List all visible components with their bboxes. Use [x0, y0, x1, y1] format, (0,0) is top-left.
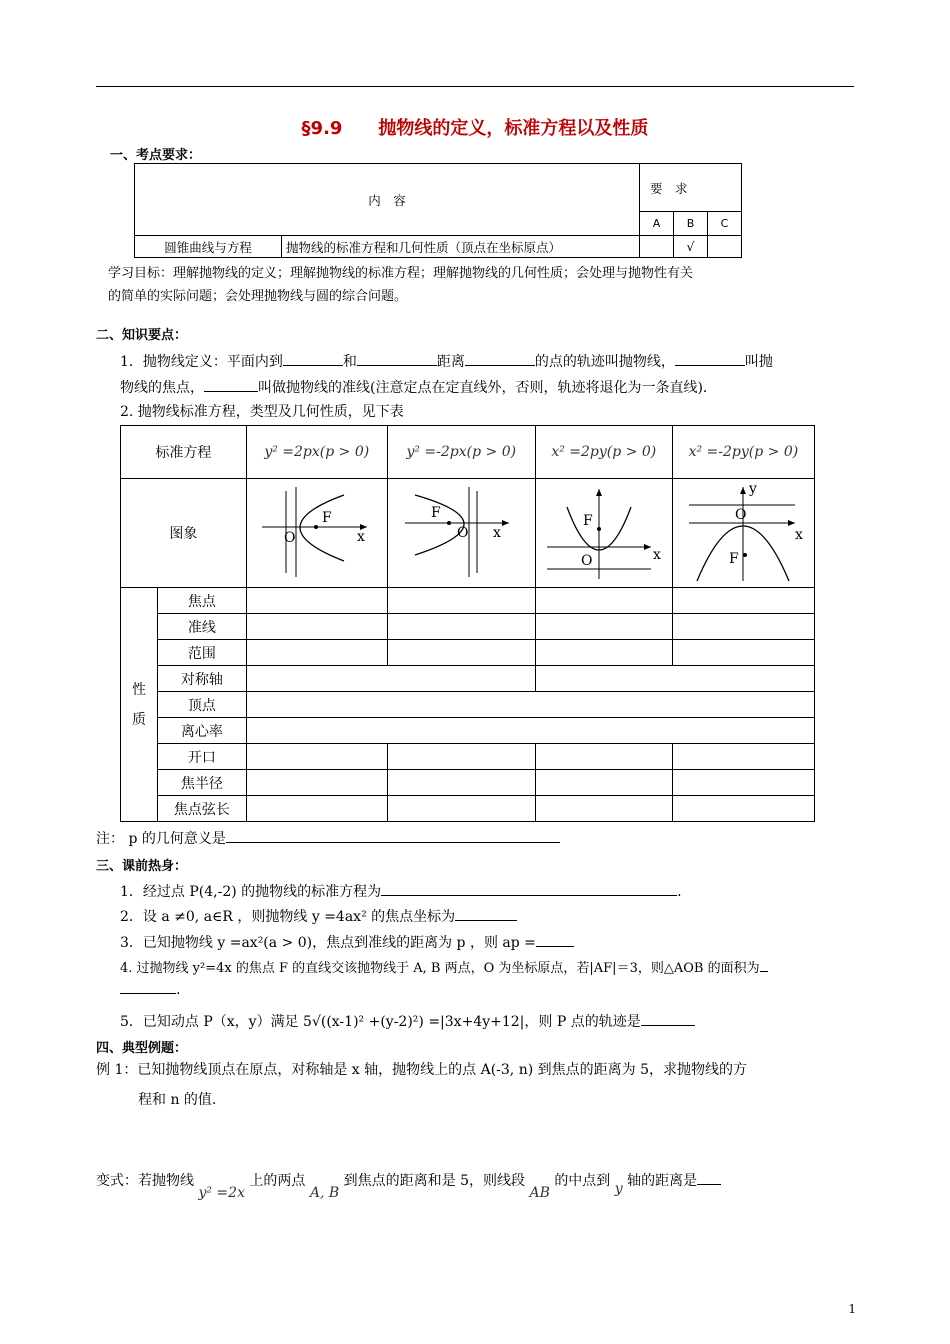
x-axis-label: x	[356, 529, 365, 545]
cell-directrix-4[interactable]	[672, 614, 814, 640]
item1-line1	[120, 351, 773, 372]
q2-line	[120, 906, 517, 927]
group-label-char1: 性	[132, 681, 146, 698]
focus-point	[447, 521, 451, 525]
q4-line2	[120, 979, 180, 1000]
focus-point	[597, 527, 601, 531]
sec1-heading: 一、考点要求：	[110, 148, 202, 163]
blank-variant[interactable]	[697, 1170, 721, 1185]
variant-b: 上的两点	[249, 1173, 306, 1189]
row-label-graph: 图象	[121, 479, 247, 588]
cell-directrix-1[interactable]	[246, 614, 387, 640]
x-arrow	[502, 520, 509, 526]
q5-line	[120, 1011, 695, 1032]
cell-opening-2[interactable]	[387, 744, 535, 770]
q5-text: 5．已知动点 P（x，y）满足 5√((x-1)² +(y-2)²) =|3x+4y+12|，则 P 点的轨迹是	[120, 1014, 641, 1030]
blank-q4-a[interactable]	[760, 957, 768, 972]
focus-point	[743, 553, 747, 557]
cell-eccentricity[interactable]	[246, 718, 814, 744]
prop-focal-chord: 焦点弦长	[158, 796, 247, 822]
variant-c: 到焦点的距离和是 5，则线段	[343, 1173, 525, 1189]
req-require-label: 要 求	[640, 164, 742, 212]
focus-label: F	[431, 505, 441, 521]
graph-down-opening	[672, 479, 814, 588]
item1-c: 距离	[436, 354, 465, 370]
sec2-heading: 二、知识要点：	[96, 328, 188, 343]
q4-line	[120, 957, 768, 979]
equation-down: x² =-2py(p > 0)	[672, 426, 814, 479]
q2-text: 2．设 a ≠0, a∈R ，则抛物线 y =4ax² 的焦点坐标为	[120, 909, 456, 925]
graph-left-opening	[387, 479, 535, 588]
prop-symmetry-axis: 对称轴	[158, 666, 247, 692]
requirement-table	[134, 163, 742, 258]
parabola-up-graph	[539, 481, 669, 581]
cell-chord-3[interactable]	[535, 796, 672, 822]
req-level-c: C	[708, 212, 742, 236]
blank-focus[interactable]	[675, 351, 745, 366]
focus-point	[314, 525, 318, 529]
item2: 2. 抛物线标准方程，类型及几何性质，见下表	[120, 404, 404, 420]
cell-chord-2[interactable]	[387, 796, 535, 822]
example1-line2: 程和 n 的值.	[138, 1092, 217, 1108]
focus-label: F	[321, 510, 332, 526]
group-label-char2: 质	[132, 711, 146, 728]
cell-focus-1[interactable]	[246, 588, 387, 614]
q1-end: .	[677, 884, 682, 900]
blank-p-meaning[interactable]	[226, 828, 560, 843]
example1-line1: 例 1：已知抛物线顶点在原点，对称轴是 x 轴，抛物线上的点 A(-3, n) 到焦点的距离为 5，求抛物线的方	[96, 1062, 747, 1078]
variant-y: y	[614, 1181, 623, 1197]
item1-a: 1．抛物线定义：平面内到	[120, 354, 283, 370]
item1-e: 叫抛	[744, 354, 773, 370]
blank-q5[interactable]	[641, 1011, 695, 1026]
q1-line	[120, 881, 682, 902]
req-level-b: B	[674, 212, 708, 236]
equation-right: y² =2px(p > 0)	[246, 426, 387, 479]
origin-label: O	[283, 530, 296, 546]
note-line	[96, 828, 560, 849]
cell-range-4[interactable]	[672, 640, 814, 666]
cell-directrix-2[interactable]	[387, 614, 535, 640]
row-label-standard-equation: 标准方程	[121, 426, 247, 479]
cell-range-2[interactable]	[387, 640, 535, 666]
learning-goal-line1: 学习目标：理解抛物线的定义；理解抛物线的标准方程；理解抛物线的几何性质；会处理与抛物性有关	[108, 266, 694, 281]
x-arrow	[788, 520, 795, 526]
cell-range-1[interactable]	[246, 640, 387, 666]
blank-directrix[interactable]	[204, 377, 258, 392]
q4-text: 4. 过抛物线 y²=4x 的焦点 F 的直线交该抛物线于 A, B 两点，O 为坐标原点，若|AF|＝3，则△AOB 的面积为	[120, 961, 760, 976]
cell-opening-4[interactable]	[672, 744, 814, 770]
prop-vertex: 顶点	[158, 692, 247, 718]
parabola-curve	[300, 495, 344, 561]
cell-focus-4[interactable]	[672, 588, 814, 614]
origin-label: O	[580, 553, 593, 569]
blank-q1[interactable]	[381, 881, 677, 896]
variant-points: A, B	[309, 1185, 340, 1201]
cell-range-3[interactable]	[535, 640, 672, 666]
req-topic: 圆锥曲线与方程	[135, 236, 282, 258]
header-rule	[96, 86, 854, 87]
req-item: 抛物线的标准方程和几何性质（顶点在坐标原点）	[282, 236, 640, 258]
x-axis-label: x	[493, 525, 502, 541]
page-number: 1	[848, 1302, 856, 1316]
origin-label: O	[735, 507, 747, 523]
cell-chord-1[interactable]	[246, 796, 387, 822]
cell-vertex[interactable]	[246, 692, 814, 718]
equation-up: x² =2py(p > 0)	[535, 426, 672, 479]
x-axis-label: x	[795, 527, 804, 543]
y-arrow	[740, 487, 746, 494]
variant-equation: y² =2x	[198, 1185, 245, 1201]
prop-opening: 开口	[158, 744, 247, 770]
prop-directrix: 准线	[158, 614, 247, 640]
q3-text: 3．已知抛物线 y =ax²(a > 0)，焦点到准线的距离为 p ，则 ap =	[120, 935, 536, 951]
item1-d: 的点的轨迹叫抛物线，	[534, 354, 675, 370]
cell-axis-horizontal[interactable]	[246, 666, 535, 692]
variant-a: 变式：若抛物线	[96, 1173, 194, 1189]
cell-focus-3[interactable]	[535, 588, 672, 614]
req-content-label: 内 容	[135, 164, 640, 236]
variant-segment: AB	[529, 1185, 550, 1201]
cell-radius-2[interactable]	[387, 770, 535, 796]
cell-axis-vertical[interactable]	[535, 666, 814, 692]
q4-end: .	[176, 982, 181, 998]
q3-line	[120, 932, 574, 953]
origin-label: O	[457, 525, 469, 541]
properties-group-label	[121, 588, 158, 822]
y-arrow	[596, 489, 602, 496]
blank-q2[interactable]	[455, 906, 517, 921]
y-axis-label: y	[749, 481, 758, 497]
parabola-right-graph	[252, 481, 382, 581]
sec4-heading: 四、典型例题：	[96, 1041, 188, 1056]
req-mark-b: √	[674, 236, 708, 258]
cell-chord-4[interactable]	[672, 796, 814, 822]
prop-focus: 焦点	[158, 588, 247, 614]
cell-opening-3[interactable]	[535, 744, 672, 770]
cell-radius-4[interactable]	[672, 770, 814, 796]
cell-radius-1[interactable]	[246, 770, 387, 796]
cell-opening-1[interactable]	[246, 744, 387, 770]
blank-q4-b[interactable]	[120, 979, 176, 994]
cell-directrix-3[interactable]	[535, 614, 672, 640]
focus-label: F	[582, 513, 593, 529]
page-title: §9.9 抛物线的定义，标准方程以及性质	[301, 118, 649, 139]
graph-right-opening	[246, 479, 387, 588]
blank-fixed-line[interactable]	[357, 351, 437, 366]
variant-line	[96, 1170, 721, 1201]
variant-e: 轴的距离是	[627, 1173, 698, 1189]
cell-radius-3[interactable]	[535, 770, 672, 796]
req-mark-a	[640, 236, 674, 258]
x-axis-label: x	[652, 547, 661, 563]
parabola-left-graph	[391, 481, 531, 581]
req-mark-c	[708, 236, 742, 258]
q1-text: 1．经过点 P(4,-2) 的抛物线的标准方程为	[120, 884, 382, 900]
blank-q3[interactable]	[536, 932, 574, 947]
equation-left: y² =-2px(p > 0)	[387, 426, 535, 479]
note-text: 注： p 的几何意义是	[96, 831, 226, 847]
item1-b: 和	[342, 354, 357, 370]
sec3-heading: 三、课前热身：	[96, 859, 188, 874]
learning-goal-line2: 的简单的实际问题；会处理抛物线与圆的综合问题。	[108, 289, 408, 304]
item1-line2	[120, 377, 717, 398]
parabola-down-graph	[673, 479, 813, 583]
item1-g: 叫做抛物线的准线(注意定点在定直线外，否则，轨迹将退化为一条直线)．	[258, 380, 717, 396]
blank-fixed-point[interactable]	[283, 351, 343, 366]
item1-f: 物线的焦点，	[120, 380, 204, 396]
focus-label: F	[729, 551, 740, 567]
cell-focus-2[interactable]	[387, 588, 535, 614]
prop-focal-radius: 焦半径	[158, 770, 247, 796]
variant-d: 的中点到	[554, 1173, 611, 1189]
graph-up-opening	[535, 479, 672, 588]
prop-eccentricity: 离心率	[158, 718, 247, 744]
prop-range: 范围	[158, 640, 247, 666]
properties-table	[120, 425, 815, 822]
req-level-a: A	[640, 212, 674, 236]
blank-distance[interactable]	[465, 351, 535, 366]
x-arrow	[644, 544, 651, 550]
